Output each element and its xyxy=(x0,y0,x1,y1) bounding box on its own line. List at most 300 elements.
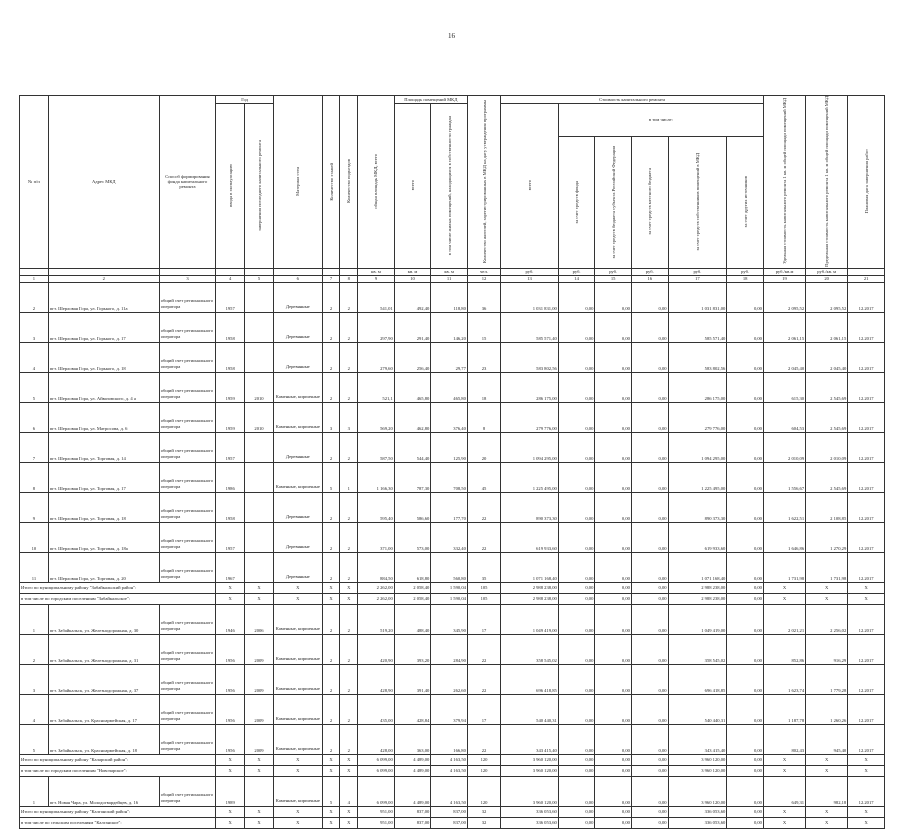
row-area-all: 465,80 xyxy=(394,372,431,402)
row-year-commission: 1957 xyxy=(216,522,245,552)
row-area-all: 837,00 xyxy=(394,806,431,817)
table-row xyxy=(20,724,885,754)
row-year-commission: 1989 xyxy=(216,776,245,806)
row-cost-fed: 0,00 xyxy=(595,312,632,342)
row-deadline: 12.2017 xyxy=(848,664,885,694)
row-floors: 2 xyxy=(322,492,340,522)
row-cost-owners: 343 415,40 xyxy=(668,724,727,754)
row-cost-owners: 358 545,02 xyxy=(668,634,727,664)
row-residents: 8 xyxy=(467,402,500,432)
row-cost-other: 0,00 xyxy=(727,552,764,582)
header-cost-fund: за счет средств фонда xyxy=(558,136,595,268)
row-deadline: 12.2017 xyxy=(848,522,885,552)
row-deadline: 12.2017 xyxy=(848,402,885,432)
row-cost-owners: 1 071 168,40 xyxy=(668,552,727,582)
row-cost-fed: 0,00 xyxy=(595,402,632,432)
page-number: 16 xyxy=(448,32,455,40)
row-total-area: 420,90 xyxy=(358,634,395,664)
unit-cell: руб./кв.м xyxy=(763,268,805,275)
row-cost-other: 0,00 xyxy=(727,724,764,754)
units-row xyxy=(20,268,885,275)
row-unit-cost: 852,86 xyxy=(763,634,805,664)
row-cost-total: 1 031 831,00 xyxy=(501,282,559,312)
row-year-commission: 1967 xyxy=(216,552,245,582)
row-total-area: 521,1 xyxy=(358,372,395,402)
row-unit-cost: 802,43 xyxy=(763,724,805,754)
row-max-cost: 2 545,69 xyxy=(806,462,848,492)
row-total-area: 2 262,00 xyxy=(358,593,395,604)
row-cost-total: 1 071 168,40 xyxy=(501,552,559,582)
row-entrances: 2 xyxy=(340,312,358,342)
row-cost-local: 0,00 xyxy=(631,634,668,664)
row-area-all: 4 489,00 xyxy=(394,754,431,765)
column-number-cell: 20 xyxy=(806,275,848,282)
row-cost-fund: 0,00 xyxy=(558,634,595,664)
row-max-cost: 916,29 xyxy=(806,634,848,664)
row-area-all: 256,40 xyxy=(394,342,431,372)
row-year-commission: 1957 xyxy=(216,282,245,312)
row-max-cost: 1 731,98 xyxy=(806,552,848,582)
row-entrances: 2 xyxy=(340,694,358,724)
header-area-group: Площадь помещений МКД xyxy=(394,96,467,104)
row-floors: 2 xyxy=(322,342,340,372)
row-residents: 120 xyxy=(467,765,500,776)
row-max-cost: 945,40 xyxy=(806,724,848,754)
row-area-all: 393,20 xyxy=(394,634,431,664)
row-cost-owners: 619 933,60 xyxy=(668,522,727,552)
row-cost-total: 336 053,60 xyxy=(501,806,559,817)
row-cost-local: 0,00 xyxy=(631,462,668,492)
table-row xyxy=(20,634,885,664)
row-area-residents: 29,77 xyxy=(431,342,468,372)
row-wall-material: Каменные, кирпичные xyxy=(273,462,322,492)
row-deadline: X xyxy=(848,582,885,593)
row-cost-local: 0,00 xyxy=(631,754,668,765)
row-area-all: 391,40 xyxy=(394,664,431,694)
row-fund-method: общий счет регионального оператора xyxy=(159,492,216,522)
unit-cell: кв. м xyxy=(358,268,395,275)
row-area-residents: 837,00 xyxy=(431,806,468,817)
row-area-residents: 560,80 xyxy=(431,552,468,582)
row-max-cost: 2 061,15 xyxy=(806,312,848,342)
row-year-repair: X xyxy=(245,765,274,776)
row-cost-other: 0,00 xyxy=(727,765,764,776)
row-number: 11 xyxy=(20,552,49,582)
row-residents: 15 xyxy=(467,312,500,342)
row-residents: 32 xyxy=(467,817,500,828)
row-cost-fed: 0,00 xyxy=(595,522,632,552)
row-year-repair: X xyxy=(245,593,274,604)
row-number: 10 xyxy=(20,522,49,552)
row-entrances: 1 xyxy=(340,462,358,492)
row-entrances: X xyxy=(340,817,358,828)
row-address: пгт. Шерловая Гора, ул. Матросова, д. 6 xyxy=(48,402,159,432)
row-floors: 2 xyxy=(322,372,340,402)
table-row xyxy=(20,492,885,522)
row-cost-fund: 0,00 xyxy=(558,552,595,582)
row-cost-owners: 279 776,00 xyxy=(668,402,727,432)
row-number: 3 xyxy=(20,664,49,694)
row-area-all: 363,00 xyxy=(394,724,431,754)
row-floors: 2 xyxy=(322,432,340,462)
row-deadline: X xyxy=(848,817,885,828)
row-cost-local: 0,00 xyxy=(631,724,668,754)
row-max-cost: X xyxy=(806,806,848,817)
row-cost-other: 0,00 xyxy=(727,806,764,817)
row-cost-fund: 0,00 xyxy=(558,754,595,765)
unit-cell: руб. xyxy=(595,268,632,275)
row-cost-fund: 0,00 xyxy=(558,776,595,806)
row-deadline: X xyxy=(848,765,885,776)
row-area-all: 787,30 xyxy=(394,462,431,492)
row-entrances: 2 xyxy=(340,664,358,694)
row-cost-other: 0,00 xyxy=(727,522,764,552)
row-cost-fund: 0,00 xyxy=(558,582,595,593)
row-floors: 2 xyxy=(322,552,340,582)
row-cost-fed: 0,00 xyxy=(595,634,632,664)
row-cost-fed: 0,00 xyxy=(595,806,632,817)
row-area-residents: 376,40 xyxy=(431,402,468,432)
row-deadline: 12.2017 xyxy=(848,462,885,492)
row-max-cost: X xyxy=(806,582,848,593)
row-cost-fed: 0,00 xyxy=(595,593,632,604)
header-num: № п/п xyxy=(20,96,49,269)
row-entrances: 2 xyxy=(340,634,358,664)
row-wall-material: Каменные, кирпичные xyxy=(273,604,322,634)
column-number-cell: 17 xyxy=(668,275,727,282)
row-year-repair: 2009 xyxy=(245,634,274,664)
row-cost-other: 0,00 xyxy=(727,694,764,724)
row-wall-material: Деревянные xyxy=(273,492,322,522)
row-total-area: 428,00 xyxy=(358,724,395,754)
row-fund-method: общий счет регионального оператора xyxy=(159,634,216,664)
row-fund-method: общий счет регионального оператора xyxy=(159,372,216,402)
row-cost-total: 3 960 120,00 xyxy=(501,776,559,806)
row-number: 5 xyxy=(20,724,49,754)
row-entrances: 2 xyxy=(340,604,358,634)
row-max-cost: 2 545,69 xyxy=(806,402,848,432)
header-wall-material: Материал стен xyxy=(273,96,322,269)
row-area-residents: 465,80 xyxy=(431,372,468,402)
row-cost-fed: 0,00 xyxy=(595,432,632,462)
row-year-commission: 1956 xyxy=(216,664,245,694)
table-row xyxy=(20,694,885,724)
row-cost-fund: 0,00 xyxy=(558,604,595,634)
row-cost-local: 0,00 xyxy=(631,582,668,593)
row-cost-total: 286 175,00 xyxy=(501,372,559,402)
row-fund-method: общий счет регионального оператора xyxy=(159,724,216,754)
row-area-all: 4 489,00 xyxy=(394,776,431,806)
row-entrances: 3 xyxy=(340,402,358,432)
row-area-residents: 345,90 xyxy=(431,604,468,634)
row-cost-local: 0,00 xyxy=(631,372,668,402)
row-max-cost: 2 256,02 xyxy=(806,604,848,634)
row-year-commission: 1956 xyxy=(216,724,245,754)
row-cost-fund: 0,00 xyxy=(558,765,595,776)
row-cost-total: 1 094 295,00 xyxy=(501,432,559,462)
row-cost-other: 0,00 xyxy=(727,402,764,432)
row-cost-total: 2 988 238,00 xyxy=(501,593,559,604)
row-deadline: 12.2017 xyxy=(848,634,885,664)
row-wall-material: Каменные, кирпичные xyxy=(273,634,322,664)
row-cost-fund: 0,00 xyxy=(558,312,595,342)
row-address: пгт. Новая Чара, ул. Молодогвардейцев, д. 16 xyxy=(48,776,159,806)
row-area-residents: 118,80 xyxy=(431,282,468,312)
row-deadline: 12.2017 xyxy=(848,604,885,634)
row-number: 4 xyxy=(20,342,49,372)
row-year-commission: 1956 xyxy=(216,634,245,664)
row-cost-owners: 585 571,40 xyxy=(668,312,727,342)
row-area-residents: 1 590,04 xyxy=(431,582,468,593)
row-cost-total: 1 049 419,00 xyxy=(501,604,559,634)
row-cost-owners: 336 053,60 xyxy=(668,806,727,817)
row-unit-cost: 2 045,40 xyxy=(763,342,805,372)
row-cost-total: 619 933,60 xyxy=(501,522,559,552)
row-address: пгт. Шерловая Гора, ул. Горького, д. 17 xyxy=(48,312,159,342)
row-wall-material: Каменные, кирпичные xyxy=(273,372,322,402)
unit-cell: руб./кв. м xyxy=(806,268,848,275)
row-cost-local: 0,00 xyxy=(631,492,668,522)
row-cost-other: 0,00 xyxy=(727,754,764,765)
row-deadline: 12.2017 xyxy=(848,372,885,402)
row-total-area: 6 099,00 xyxy=(358,765,395,776)
column-number-cell: 7 xyxy=(322,275,340,282)
row-unit-cost: X xyxy=(763,593,805,604)
row-total-area: 435,00 xyxy=(358,694,395,724)
row-wall-material: X xyxy=(273,582,322,593)
row-number: 2 xyxy=(20,634,49,664)
header-cost-group: Стоимость капитального ремонта xyxy=(501,96,764,104)
row-total-area: 297,90 xyxy=(358,312,395,342)
row-unit-cost: X xyxy=(763,806,805,817)
row-max-cost: 1 260,26 xyxy=(806,694,848,724)
summary-row xyxy=(20,593,885,604)
unit-cell: руб. xyxy=(727,268,764,275)
row-unit-cost: 1 187,78 xyxy=(763,694,805,724)
row-floors: 2 xyxy=(322,724,340,754)
row-max-cost: X xyxy=(806,765,848,776)
header-year: Год xyxy=(216,96,274,104)
row-cost-local: 0,00 xyxy=(631,776,668,806)
row-unit-cost: 615,30 xyxy=(763,372,805,402)
row-year-commission: 1957 xyxy=(216,432,245,462)
row-unit-cost: 649,31 xyxy=(763,776,805,806)
row-wall-material: X xyxy=(273,765,322,776)
row-number: 4 xyxy=(20,694,49,724)
row-floors: X xyxy=(322,754,340,765)
table-body xyxy=(20,282,885,828)
row-entrances: 2 xyxy=(340,342,358,372)
row-area-all: 428,84 xyxy=(394,694,431,724)
row-wall-material: Каменные, кирпичные xyxy=(273,664,322,694)
table-row xyxy=(20,342,885,372)
row-wall-material: Деревянные xyxy=(273,522,322,552)
table-row xyxy=(20,372,885,402)
row-entrances: 2 xyxy=(340,492,358,522)
row-wall-material: Каменные, кирпичные xyxy=(273,694,322,724)
row-residents: 105 xyxy=(467,582,500,593)
row-year-repair xyxy=(245,342,274,372)
row-residents: 36 xyxy=(467,282,500,312)
row-floors: X xyxy=(322,806,340,817)
row-floors: X xyxy=(322,593,340,604)
row-floors: 2 xyxy=(322,282,340,312)
row-wall-material: Каменные, кирпичные xyxy=(273,724,322,754)
row-fund-method: общий счет регионального оператора xyxy=(159,282,216,312)
header-cost-owners: за счет средств собственников помещений в МКД xyxy=(668,136,727,268)
row-year-repair xyxy=(245,492,274,522)
row-address: пгт. Забайкальск, ул. Железнодорожная, д. 37 xyxy=(48,664,159,694)
row-area-all: 488,40 xyxy=(394,604,431,634)
summary-row xyxy=(20,754,885,765)
header-residents: Количество жителей, зарегистрированных в МКД на дату утверждения программы xyxy=(467,96,500,269)
row-area-residents: 177,70 xyxy=(431,492,468,522)
row-year-repair xyxy=(245,282,274,312)
row-entrances: 2 xyxy=(340,552,358,582)
row-cost-fed: 0,00 xyxy=(595,724,632,754)
row-cost-other: 0,00 xyxy=(727,776,764,806)
row-area-residents: 284,90 xyxy=(431,634,468,664)
table-row xyxy=(20,664,885,694)
row-year-repair: X xyxy=(245,582,274,593)
row-cost-local: 0,00 xyxy=(631,765,668,776)
column-number-row xyxy=(20,275,885,282)
row-area-residents: 837,00 xyxy=(431,817,468,828)
row-cost-owners: 1 225 495,00 xyxy=(668,462,727,492)
row-floors: 2 xyxy=(322,634,340,664)
row-cost-other: 0,00 xyxy=(727,634,764,664)
row-floors: 5 xyxy=(322,776,340,806)
row-total-area: 6 099,00 xyxy=(358,754,395,765)
row-max-cost: X xyxy=(806,817,848,828)
row-max-cost: 982,18 xyxy=(806,776,848,806)
row-wall-material: X xyxy=(273,806,322,817)
row-number: 1 xyxy=(20,604,49,634)
unit-cell: чел. xyxy=(467,268,500,275)
row-residents: 22 xyxy=(467,664,500,694)
row-number: 7 xyxy=(20,432,49,462)
header-address: Адрес МКД xyxy=(48,96,159,269)
row-residents: 105 xyxy=(467,593,500,604)
row-area-residents: 146,20 xyxy=(431,312,468,342)
row-entrances: X xyxy=(340,593,358,604)
row-address: пгт. Шерловая Гора, ул. Айвазовского, д. 4 а xyxy=(48,372,159,402)
row-entrances: X xyxy=(340,765,358,776)
column-number-cell: 12 xyxy=(467,275,500,282)
unit-cell: руб. xyxy=(558,268,595,275)
row-cost-fed: 0,00 xyxy=(595,342,632,372)
row-address: пгт. Шерловая Гора, ул. Торговая, д. 18а xyxy=(48,522,159,552)
row-fund-method: общий счет регионального оператора xyxy=(159,664,216,694)
row-address: пгт. Забайкальск, ул. Железнодорожная, д. 30 xyxy=(48,604,159,634)
row-wall-material: Деревянные xyxy=(273,282,322,312)
row-cost-local: 0,00 xyxy=(631,522,668,552)
row-fund-method: общий счет регионального оператора xyxy=(159,776,216,806)
row-cost-fund: 0,00 xyxy=(558,372,595,402)
summary-label: в том числе по сельским поселениям "Калганское": xyxy=(20,817,216,828)
row-total-area: 428,90 xyxy=(358,664,395,694)
row-area-residents: 166,80 xyxy=(431,724,468,754)
row-area-all: 4 489,00 xyxy=(394,765,431,776)
row-year-repair xyxy=(245,522,274,552)
column-number-cell: 3 xyxy=(159,275,216,282)
column-number-cell: 1 xyxy=(20,275,49,282)
row-year-repair: 2006 xyxy=(245,604,274,634)
column-number-cell: 14 xyxy=(558,275,595,282)
row-cost-fed: 0,00 xyxy=(595,552,632,582)
row-max-cost: 2 045,40 xyxy=(806,342,848,372)
row-year-repair xyxy=(245,312,274,342)
row-cost-fed: 0,00 xyxy=(595,765,632,776)
row-year-repair: 2010 xyxy=(245,402,274,432)
row-cost-total: 358 545,02 xyxy=(501,634,559,664)
table-row xyxy=(20,552,885,582)
row-unit-cost: X xyxy=(763,765,805,776)
summary-row xyxy=(20,806,885,817)
row-wall-material: Деревянные xyxy=(273,432,322,462)
row-floors: 5 xyxy=(322,462,340,492)
row-cost-owners: 2 988 238,00 xyxy=(668,582,727,593)
row-cost-local: 0,00 xyxy=(631,432,668,462)
row-fund-method: общий счет регионального оператора xyxy=(159,402,216,432)
row-cost-total: 583 802,56 xyxy=(501,342,559,372)
row-cost-local: 0,00 xyxy=(631,342,668,372)
header-floors: Количество этажей xyxy=(322,96,340,269)
row-floors: 2 xyxy=(322,604,340,634)
row-area-all: 544,40 xyxy=(394,432,431,462)
header-year-last-repair: завершения последнего капитального ремонта xyxy=(245,104,274,269)
row-entrances: 2 xyxy=(340,522,358,552)
row-fund-method: общий счет регионального оператора xyxy=(159,604,216,634)
row-cost-local: 0,00 xyxy=(631,282,668,312)
row-year-repair: X xyxy=(245,817,274,828)
row-residents: 22 xyxy=(467,634,500,664)
row-year-repair: X xyxy=(245,806,274,817)
row-max-cost: 2 095,52 xyxy=(806,282,848,312)
unit-cell: кв. м xyxy=(394,268,431,275)
repair-program-table xyxy=(19,95,885,829)
header-cost-total: всего xyxy=(501,104,559,269)
row-number: 2 xyxy=(20,282,49,312)
row-year-repair xyxy=(245,552,274,582)
row-address: пгт. Забайкальск, ул. Железнодорожная, д. 31 xyxy=(48,634,159,664)
row-address: пгт. Забайкальск, ул. Красноармейская, д. 18 xyxy=(48,724,159,754)
row-year-commission: X xyxy=(216,754,245,765)
row-residents: 22 xyxy=(467,522,500,552)
row-total-area: 6 099,00 xyxy=(358,776,395,806)
row-cost-other: 0,00 xyxy=(727,312,764,342)
row-fund-method: общий счет регионального оператора xyxy=(159,552,216,582)
row-deadline: X xyxy=(848,754,885,765)
row-cost-fed: 0,00 xyxy=(595,582,632,593)
row-total-area: 595,40 xyxy=(358,492,395,522)
row-cost-fund: 0,00 xyxy=(558,664,595,694)
row-entrances: 4 xyxy=(340,776,358,806)
row-cost-owners: 1 031 831,00 xyxy=(668,282,727,312)
row-floors: X xyxy=(322,765,340,776)
row-cost-fund: 0,00 xyxy=(558,402,595,432)
row-address: пгт. Шерловая Гора, ул. Торговая, д. 14 xyxy=(48,432,159,462)
row-cost-fund: 0,00 xyxy=(558,522,595,552)
row-year-commission: 1959 xyxy=(216,402,245,432)
row-cost-owners: 3 960 120,00 xyxy=(668,776,727,806)
header-cost-local: за счет средств местного бюджета xyxy=(631,136,668,268)
row-year-commission: 1958 xyxy=(216,342,245,372)
row-deadline: 12.2017 xyxy=(848,432,885,462)
row-cost-fund: 0,00 xyxy=(558,806,595,817)
row-cost-fed: 0,00 xyxy=(595,776,632,806)
row-cost-fund: 0,00 xyxy=(558,593,595,604)
